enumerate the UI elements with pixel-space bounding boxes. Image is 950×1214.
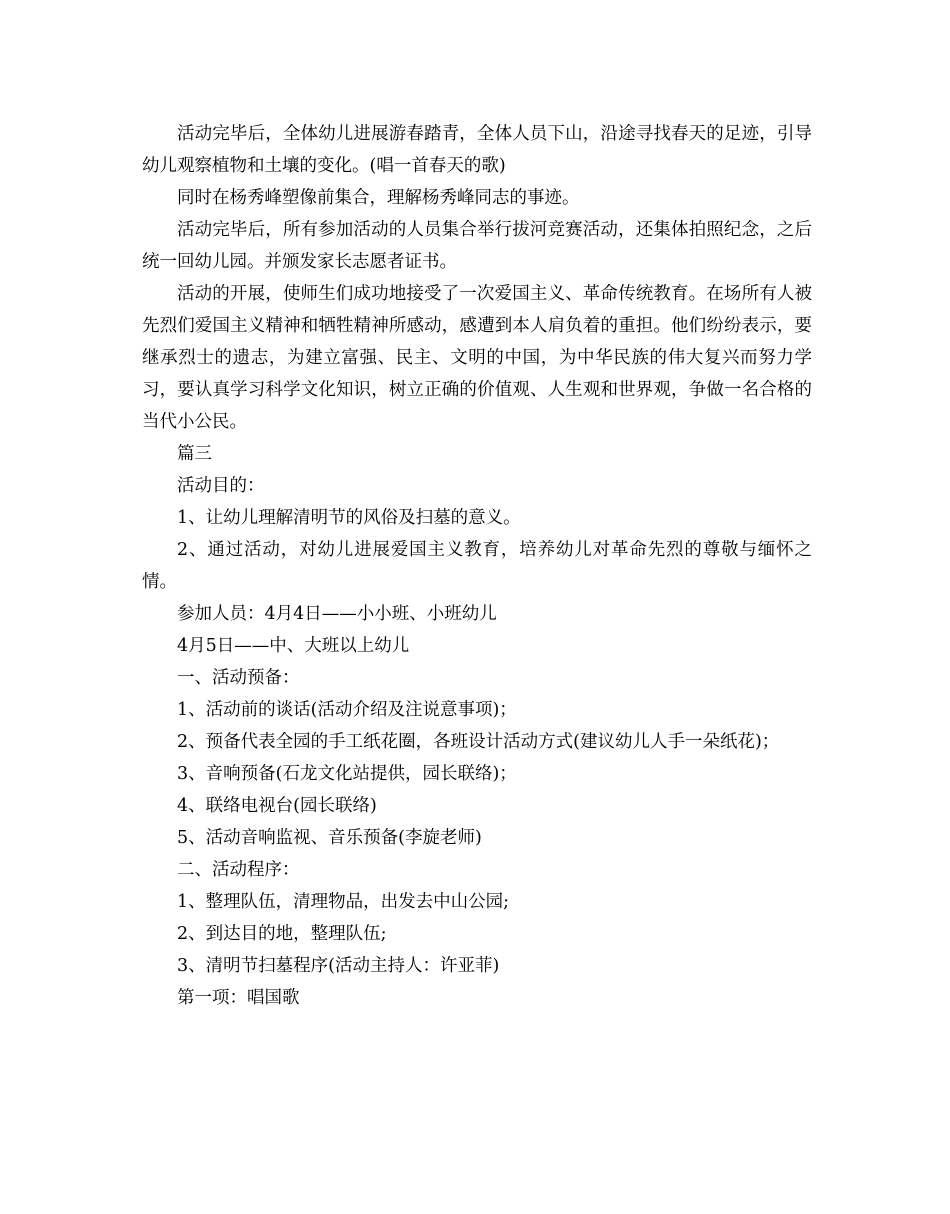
section-heading: 一、活动预备： — [177, 668, 300, 688]
document-body — [142, 118, 812, 1014]
list-item: 1、让幼儿理解清明节的风俗及扫墓的意义。 — [177, 508, 521, 528]
list-item: 1、整理队伍，清理物品，出发去中山公园; — [177, 892, 510, 912]
paragraph: 第一项：唱国歌 — [177, 988, 300, 1008]
list-item: 2、到达目的地，整理队伍; — [177, 924, 387, 944]
list-item: 5、活动音响监视、音乐预备(李旋老师) — [177, 828, 482, 848]
paragraph: 活动目的： — [177, 476, 265, 496]
list-item: 2、通过活动，对幼儿进展爱国主义教育，培养幼儿对革命先烈的尊敬与缅怀之情。 — [142, 540, 812, 592]
list-item: 2、预备代表全园的手工纸花圈，各班设计活动方式(建议幼儿人手一朵纸花)； — [177, 732, 780, 752]
list-item: 1、活动前的谈话(活动介绍及注说意事项)； — [177, 700, 517, 720]
list-item: 3、清明节扫墓程序(活动主持人：许亚菲) — [177, 956, 500, 976]
paragraph: 参加人员：4月4日——小小班、小班幼儿 — [177, 604, 497, 624]
list-item: 4、联络电视台(园长联络) — [177, 796, 377, 816]
paragraph: 4月5日——中、大班以上幼儿 — [177, 636, 410, 656]
paragraph: 活动完毕后，所有参加活动的人员集合举行拔河竞赛活动，还集体拍照纪念，之后统一回幼儿园。并颁发家长志愿者证书。 — [142, 220, 812, 272]
list-item: 3、音响预备(石龙文化站提供，园长联络)； — [177, 764, 517, 784]
paragraph: 活动完毕后，全体幼儿进展游春踏青，全体人员下山，沿途寻找春天的足迹，引导幼儿观察植物和土壤的变化。(唱一首春天的歌) — [142, 124, 812, 176]
section-heading: 二、活动程序： — [177, 860, 300, 880]
paragraph: 同时在杨秀峰塑像前集合，理解杨秀峰同志的事迹。 — [177, 188, 580, 208]
paragraph: 活动的开展，使师生们成功地接受了一次爱国主义、革命传统教育。在场所有人被先烈们爱国主义精神和牺牲精神所感动，感遭到本人肩负着的重担。他们纷纷表示，要继承烈士的遗志，为建立富强、民主、文明的中国，为中华民族的伟大复兴而努力学习，要认真学习科学文化知识，树立正确的价值观、人生观和世界观，争做一名合格的当代小公民。 — [142, 284, 812, 432]
section-heading: 篇三 — [177, 444, 212, 464]
